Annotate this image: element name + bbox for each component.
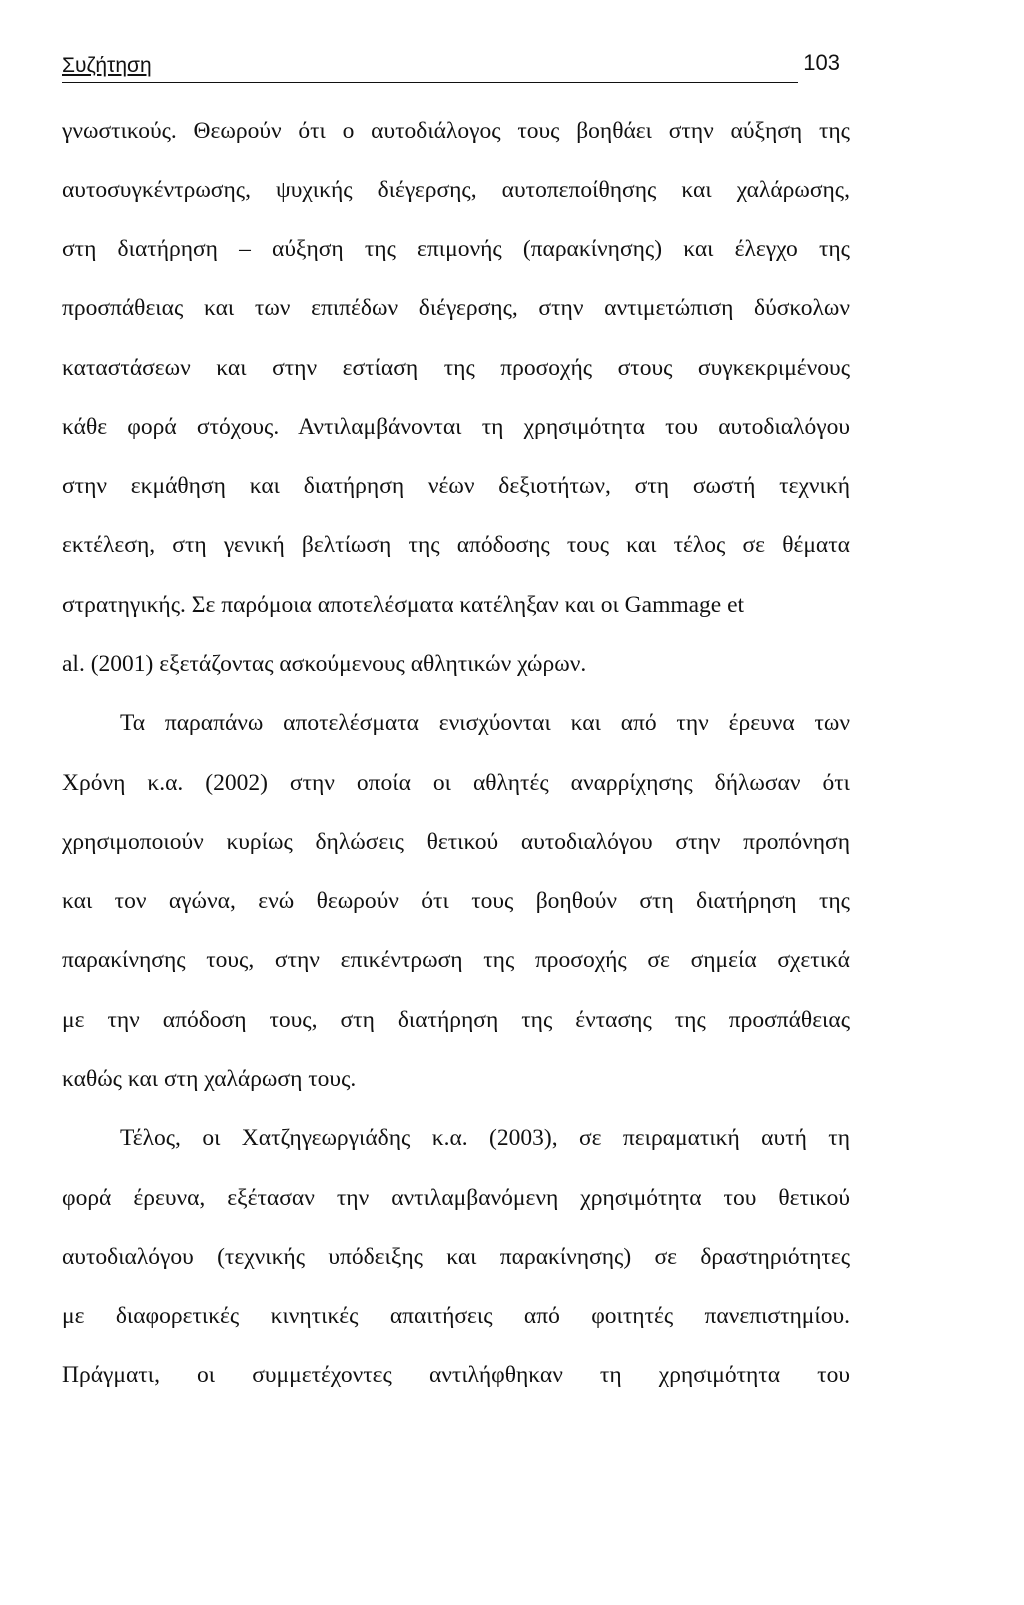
text-line: φορά έρευνα, εξέτασαν την αντιλαμβανόμενη χρησιμότητα του θετικού (62, 1185, 850, 1211)
page-number: 103 (803, 50, 840, 75)
text-line: Πράγματι, οι συμμετέχοντες αντιλήφθηκαν τη χρησιμότητα του (62, 1362, 850, 1388)
running-header (62, 48, 840, 83)
text-line: χρησιμοποιούν κυρίως δηλώσεις θετικού αυτοδιαλόγου στην προπόνηση (62, 829, 850, 855)
text-line: αυτοδιαλόγου (τεχνικής υπόδειξης και παρακίνησης) σε δραστηριότητες (62, 1244, 850, 1270)
paragraph-first-line: Τα παραπάνω αποτελέσματα ενισχύονται και από την έρευνα των (120, 710, 850, 736)
text-line: γνωστικούς. Θεωρούν ότι ο αυτοδιάλογος τους βοηθάει στην αύξηση της (62, 118, 850, 144)
text-line: προσπάθειας και των επιπέδων διέγερσης, στην αντιμετώπιση δύσκολων (62, 295, 850, 321)
text-line: αυτοσυγκέντρωσης, ψυχικής διέγερσης, αυτοπεποίθησης και χαλάρωσης, (62, 177, 850, 203)
text-line: με την απόδοση τους, στη διατήρηση της έντασης της προσπάθειας (62, 1007, 850, 1033)
text-line: με διαφορετικές κινητικές απαιτήσεις από φοιτητές πανεπιστημίου. (62, 1303, 850, 1329)
text-line: καταστάσεων και στην εστίαση της προσοχής στους συγκεκριμένους (62, 355, 850, 381)
paragraph-last-line: καθώς και στη χαλάρωση τους. (62, 1066, 357, 1092)
text-line: παρακίνησης τους, στην επικέντρωση της προσοχής σε σημεία σχετικά (62, 947, 850, 973)
text-line: και τον αγώνα, ενώ θεωρούν ότι τους βοηθούν στη διατήρηση της (62, 888, 850, 914)
paragraph-first-line: Τέλος, οι Χατζηγεωργιάδης κ.α. (2003), σε πειραματική αυτή τη (120, 1125, 850, 1151)
text-line: στην εκμάθηση και διατήρηση νέων δεξιοτήτων, στη σωστή τεχνική (62, 473, 850, 499)
text-line: στη διατήρηση – αύξηση της επιμονής (παρακίνησης) και έλεγχο της (62, 236, 850, 262)
running-title: Συζήτηση (62, 54, 152, 77)
text-line: κάθε φορά στόχους. Αντιλαμβάνονται τη χρησιμότητα του αυτοδιαλόγου (62, 414, 850, 440)
text-line: εκτέλεση, στη γενική βελτίωση της απόδοσης τους και τέλος σε θέματα (62, 532, 850, 558)
text-line: Χρόνη κ.α. (2002) στην οποία οι αθλητές αναρρίχησης δήλωσαν ότι (62, 770, 850, 796)
paragraph-last-line: al. (2001) εξετάζοντας ασκούμενους αθλητικών χώρων. (62, 651, 587, 677)
text-line: στρατηγικής. Σε παρόμοια αποτελέσματα κατέληξαν και οι Gammage et (62, 592, 745, 618)
